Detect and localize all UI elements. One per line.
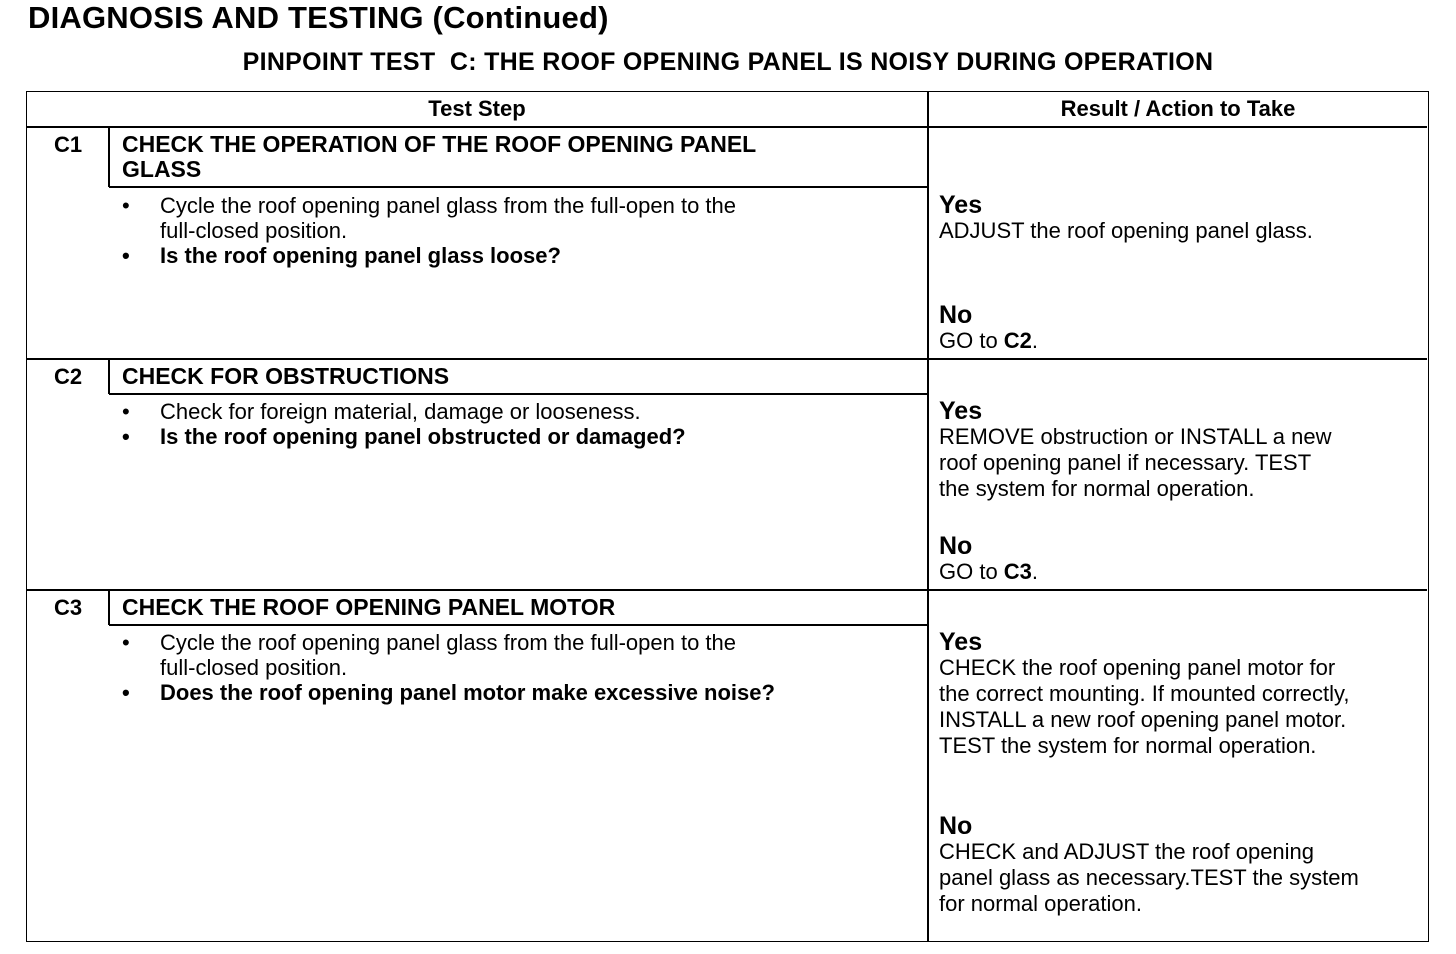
step-divider xyxy=(27,589,1427,591)
step-title: CHECK THE ROOF OPENING PANEL MOTOR xyxy=(122,594,616,620)
step-title-divider xyxy=(109,393,927,395)
result-yes: Yes REMOVE obstruction or INSTALL a new roof opening panel if necessary. TEST the system for normal operation. xyxy=(939,397,1332,501)
instruction-item: • Cycle the roof opening panel glass from the full-open to the full-closed position. xyxy=(122,630,737,680)
step-instructions xyxy=(122,193,736,268)
result-no: No GO to C2. xyxy=(939,301,1039,353)
step-divider xyxy=(27,358,1427,360)
step-id: C3 xyxy=(53,595,83,620)
bullet-icon: • xyxy=(122,399,130,424)
result-yes: Yes CHECK the roof opening panel motor for the correct mounting. If mounted correctly, INSTALL a new roof opening panel motor. TEST the system for normal operation. xyxy=(939,628,1350,758)
step-id: C2 xyxy=(53,364,83,389)
step-id: C1 xyxy=(53,132,83,157)
step-title-divider xyxy=(109,186,927,188)
page-title: DIAGNOSIS AND TESTING (Continued) xyxy=(28,0,609,35)
step-title: CHECK THE OPERATION OF THE ROOF OPENING PANEL GLASS xyxy=(122,131,757,182)
result-no: No GO to C3. xyxy=(939,532,1039,584)
bullet-icon: • xyxy=(122,243,130,268)
pinpoint-test-title: PINPOINT TEST C: THE ROOF OPENING PANEL IS NOISY DURING OPERATION xyxy=(242,48,1214,76)
header-result-action: Result / Action to Take xyxy=(1060,96,1296,121)
bullet-icon: • xyxy=(122,630,130,655)
bullet-icon: • xyxy=(122,424,130,449)
instruction-item: • Cycle the roof opening panel glass from the full-open to the full-closed position. xyxy=(122,193,737,243)
header-divider xyxy=(27,126,1427,128)
column-divider xyxy=(927,92,929,941)
step-instructions xyxy=(122,399,686,449)
step-instructions xyxy=(122,630,775,705)
pinpoint-test-table xyxy=(26,91,1429,942)
step-title: CHECK FOR OBSTRUCTIONS xyxy=(122,363,450,389)
step-title-divider xyxy=(109,624,927,626)
result-yes: Yes ADJUST the roof opening panel glass. xyxy=(939,191,1313,243)
instruction-question: • Is the roof opening panel obstructed or damaged? xyxy=(122,424,686,449)
bullet-icon: • xyxy=(122,680,130,705)
header-test-step: Test Step xyxy=(428,96,526,121)
instruction-question: • Is the roof opening panel glass loose? xyxy=(122,243,561,268)
bullet-icon: • xyxy=(122,193,130,218)
result-no: No CHECK and ADJUST the roof opening panel glass as necessary.TEST the system for normal operation. xyxy=(939,812,1359,916)
instruction-question: • Does the roof opening panel motor make excessive noise? xyxy=(122,680,775,705)
instruction-item: • Check for foreign material, damage or looseness. xyxy=(122,399,641,424)
